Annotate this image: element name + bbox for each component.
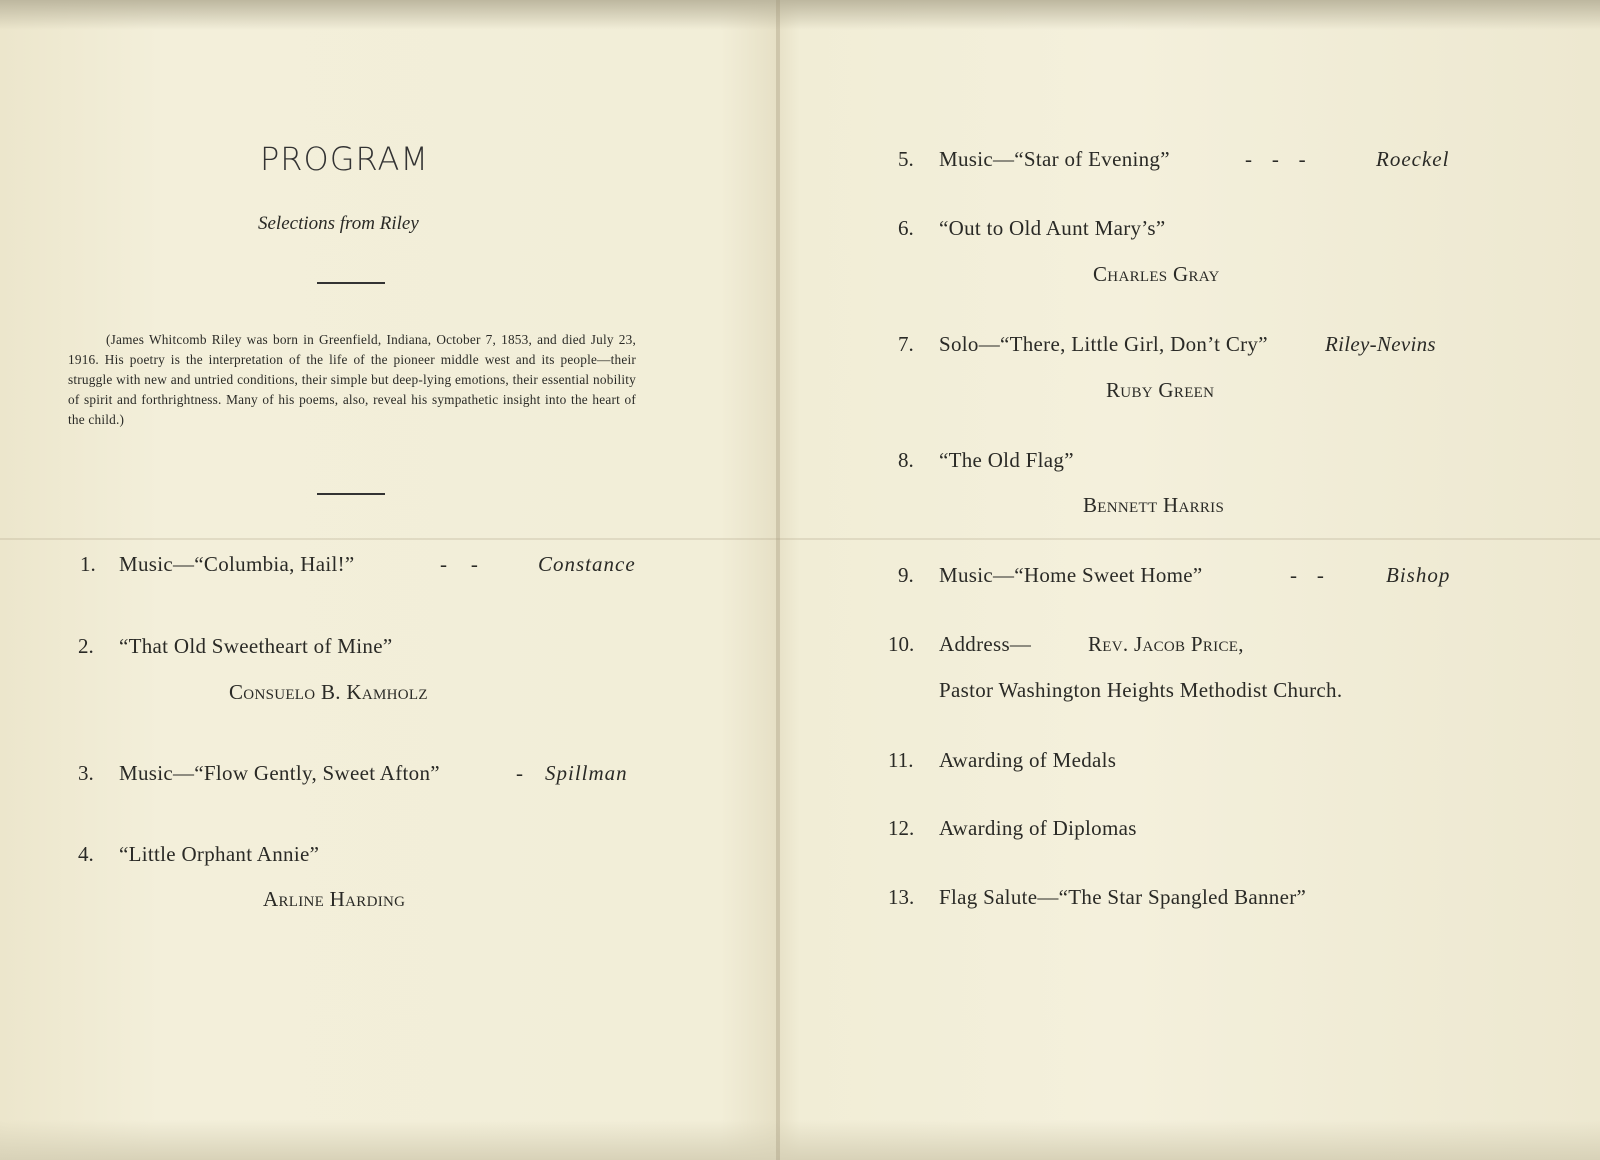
item-title: Address— — [939, 632, 1032, 656]
item-performer: Bennett Harris — [1083, 493, 1225, 517]
intro-paragraph: (James Whitcomb Riley was born in Greenfield, Indiana, October 7, 1853, and died July 23, 1916. His poetry is the interpretation of the life of the pioneer middle west and its people—their struggle with new and untried conditions, their simple but deep-lying emotions, their essential nobility of spirit and forthrightness. Many of his poems, also, reveal his sympathetic insight into the heart of the child.) — [68, 332, 636, 427]
item-dashes: - - — [1290, 563, 1325, 587]
program-title: PROGRAM — [260, 140, 429, 178]
item-title: “That Old Sweetheart of Mine” — [119, 634, 393, 658]
item-dashes: - - — [440, 552, 479, 576]
center-fold — [776, 0, 780, 1160]
item-performer: Arline Harding — [263, 887, 406, 911]
item-title: Music—“Columbia, Hail!” — [119, 552, 355, 576]
item-title: Awarding of Diplomas — [939, 816, 1137, 840]
item-number: 9. — [898, 563, 914, 587]
scan-shadow-top — [0, 0, 1600, 30]
scan-shadow-bottom — [0, 1120, 1600, 1160]
item-number: 3. — [78, 761, 94, 785]
divider — [317, 282, 385, 284]
item-number: 2. — [78, 634, 94, 658]
item-title: “Out to Old Aunt Mary’s” — [939, 216, 1166, 240]
item-title: Music—“Home Sweet Home” — [939, 563, 1203, 587]
item-number: 4. — [78, 842, 94, 866]
item-number: 12. — [888, 816, 915, 840]
item-title: Flag Salute—“The Star Spangled Banner” — [939, 885, 1307, 909]
item-number: 8. — [898, 448, 914, 472]
item-number: 11. — [888, 748, 914, 772]
item-number: 6. — [898, 216, 914, 240]
item-composer: Roeckel — [1376, 147, 1450, 171]
item-title: Music—“Star of Evening” — [939, 147, 1170, 171]
item-dashes: - - - — [1245, 147, 1306, 171]
item-title: “Little Orphant Annie” — [119, 842, 320, 866]
item-speaker-title: Pastor Washington Heights Methodist Church. — [939, 678, 1343, 702]
item-composer: Spillman — [545, 761, 628, 785]
horizontal-fold — [0, 538, 1600, 540]
item-dashes: - — [516, 761, 524, 785]
item-number: 5. — [898, 147, 914, 171]
item-composer: Constance — [538, 552, 636, 576]
item-number: 7. — [898, 332, 914, 356]
item-title: Awarding of Medals — [939, 748, 1117, 772]
item-number: 13. — [888, 885, 915, 909]
item-composer: Bishop — [1386, 563, 1451, 587]
item-title: Solo—“There, Little Girl, Don’t Cry” — [939, 332, 1268, 356]
item-performer: Charles Gray — [1093, 262, 1220, 286]
item-speaker: Rev. Jacob Price, — [1088, 632, 1244, 656]
item-title: Music—“Flow Gently, Sweet Afton” — [119, 761, 440, 785]
item-performer: Ruby Green — [1106, 378, 1215, 402]
program-subtitle: Selections from Riley — [258, 213, 419, 234]
item-performer: Consuelo B. Kamholz — [229, 680, 428, 704]
item-number: 10. — [888, 632, 915, 656]
item-title: “The Old Flag” — [939, 448, 1074, 472]
item-number: 1. — [80, 552, 96, 576]
item-composer: Riley-Nevins — [1325, 332, 1436, 356]
divider — [317, 493, 385, 495]
